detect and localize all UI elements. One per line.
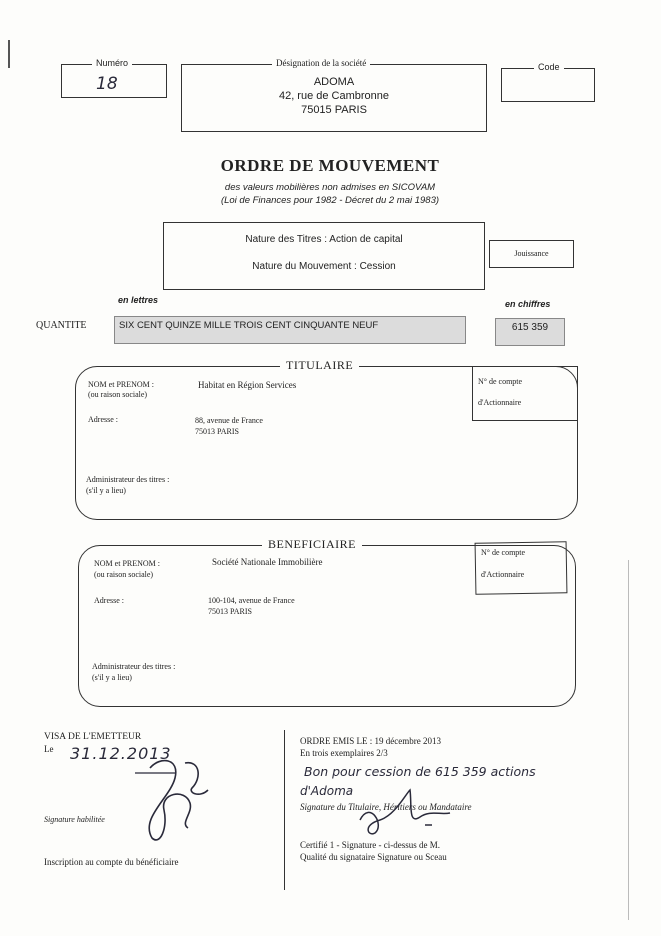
title-sub-1: des valeurs mobilières non admises en SICOVAM — [224, 182, 436, 193]
titulaire-compte-2: d'Actionnaire — [478, 398, 522, 407]
titulaire-admin-label-1: Administrateur des titres : — [86, 475, 170, 484]
beneficiaire-adresse-2: 75013 PARIS — [208, 607, 252, 616]
quantite-digits-field: 615 359 — [495, 318, 565, 346]
nature-mouvement: Nature du Mouvement : Cession — [252, 261, 396, 272]
visa-signature-label: Signature habilitée — [44, 815, 105, 824]
titulaire-compte-box — [472, 366, 578, 421]
titulaire-admin-label-2: (s'il y a lieu) — [86, 486, 126, 495]
beneficiaire-nom-value: Société Nationale Immobilière — [212, 557, 323, 567]
en-lettres-label: en lettres — [118, 295, 159, 305]
titulaire-adresse-label: Adresse : — [88, 415, 118, 424]
company-address-2: 75015 PARIS — [301, 104, 367, 116]
ordre-handwritten-1: Bon pour cession de 615 359 actions — [304, 764, 536, 779]
titulaire-compte-1: N° de compte — [478, 377, 523, 386]
beneficiaire-heading: BENEFICIAIRE — [262, 537, 362, 552]
titulaire-nom-label-1: NOM et PRENOM : — [88, 380, 155, 389]
bottom-divider — [284, 730, 285, 890]
beneficiaire-nom-label-2: (ou raison sociale) — [94, 570, 154, 579]
ordre-handwritten-2: d'Adoma — [300, 784, 354, 798]
company-name: ADOMA — [313, 76, 355, 88]
titulaire-heading: TITULAIRE — [280, 358, 359, 373]
scan-edge-mark-right — [628, 560, 629, 920]
beneficiaire-adresse-1: 100-104, avenue de France — [208, 596, 295, 605]
ordre-exemplaires: En trois exemplaires 2/3 — [300, 748, 388, 758]
titulaire-adresse-2: 75013 PARIS — [195, 427, 239, 436]
code-box — [501, 68, 595, 102]
quantite-letters-field: SIX CENT QUINZE MILLE TROIS CENT CINQUANTE NEUF — [114, 316, 466, 344]
visa-heading: VISA DE L'EMETTEUR — [44, 732, 142, 742]
document-title: ORDRE DE MOUVEMENT — [220, 156, 440, 175]
quantite-label: QUANTITE — [36, 320, 87, 331]
ordre-signature-drawing — [350, 785, 460, 840]
numero-value: 18 — [96, 74, 118, 94]
visa-inscription: Inscription au compte du bénéficiaire — [44, 857, 179, 867]
code-label: Code — [534, 62, 564, 72]
ordre-emis-le: ORDRE EMIS LE : 19 décembre 2013 — [300, 736, 441, 746]
ordre-certifie: Certifié 1 - Signature - ci-dessus de M. — [300, 840, 440, 850]
nature-titres: Nature des Titres : Action de capital — [245, 234, 403, 245]
titulaire-adresse-1: 88, avenue de France — [195, 416, 263, 425]
scan-edge-mark — [8, 40, 10, 68]
visa-signature-drawing — [130, 748, 220, 848]
titulaire-nom-value: Habitat en Région Services — [198, 380, 297, 390]
en-chiffres-label: en chiffres — [505, 299, 551, 309]
jouissance-label: Jouissance — [514, 249, 549, 258]
beneficiaire-adresse-label: Adresse : — [94, 596, 124, 605]
beneficiaire-compte-2: d'Actionnaire — [481, 570, 525, 579]
beneficiaire-admin-label-2: (s'il y a lieu) — [92, 673, 132, 682]
visa-date-handwritten: 31.12.2013 — [70, 744, 172, 763]
beneficiaire-compte-1: N° de compte — [481, 548, 526, 557]
company-address-1: 42, rue de Cambronne — [278, 90, 390, 102]
ordre-signature-titulaire: Signature du Titulaire, Héritiers ou Mandataire — [300, 802, 472, 812]
beneficiaire-admin-label-1: Administrateur des titres : — [92, 662, 176, 671]
nature-box — [163, 222, 485, 290]
ordre-qualite: Qualité du signataire Signature ou Sceau — [300, 852, 447, 862]
title-sub-2: (Loi de Finances pour 1982 - Décret du 2 mai 1983) — [220, 195, 440, 206]
designation-label: Désignation de la société — [272, 58, 370, 68]
visa-le-label: Le — [44, 744, 54, 754]
numero-label: Numéro — [92, 58, 132, 68]
titulaire-nom-label-2: (ou raison sociale) — [88, 390, 148, 399]
beneficiaire-nom-label-1: NOM et PRENOM : — [94, 559, 161, 568]
